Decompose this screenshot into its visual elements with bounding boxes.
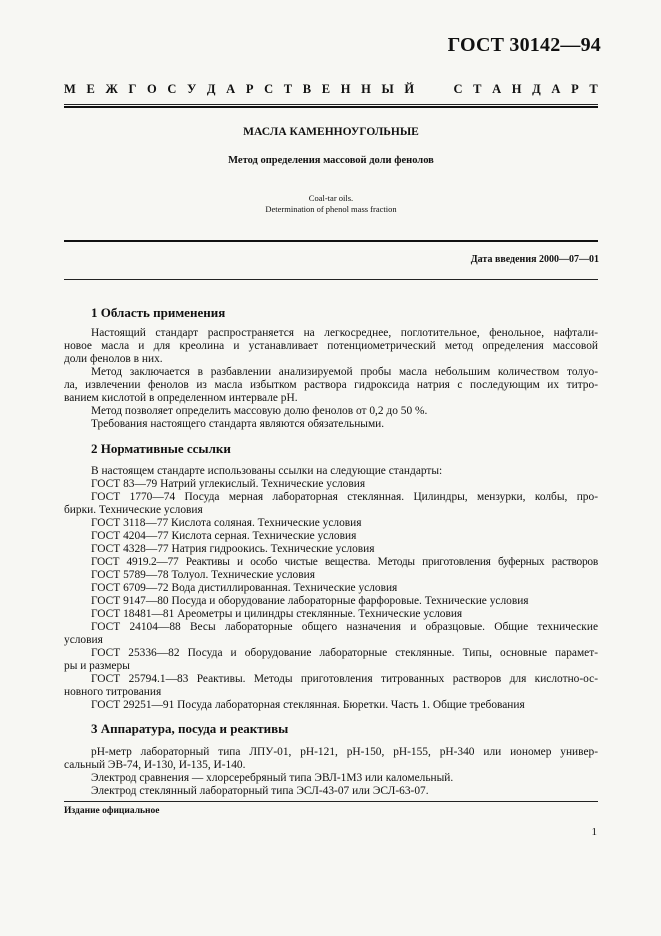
section1-line: доли фенолов в них.	[64, 353, 163, 365]
section1-line: новое масла и для креолина и устанавливает потенциометрический метод определения массовой	[64, 340, 598, 352]
banner-letter: Т	[283, 82, 293, 96]
section3-line: сальный ЭВ-74, И-130, И-135, И-140.	[64, 759, 246, 771]
header-rule-thin	[64, 104, 598, 105]
banner-letter: А	[226, 82, 236, 96]
banner-letter: Е	[86, 82, 95, 96]
document-title: МАСЛА КАМЕННОУГОЛЬНЫЕ	[243, 126, 419, 138]
section1-line: ла, извлечении фенолов из масла избытком раствора гидроксида натрия с последующим их титро-	[64, 379, 598, 391]
banner-letter: Т	[589, 82, 598, 96]
banner-letter: А	[492, 82, 502, 96]
banner-letter: Д	[532, 82, 541, 96]
section3-heading: 3 Аппаратура, посуда и реактивы	[91, 721, 289, 736]
banner-letter: Н	[361, 82, 371, 96]
section2-line: новного титрования	[64, 686, 162, 698]
footer-rule	[64, 801, 598, 802]
section2-line: ГОСТ 9147—80 Посуда и оборудование лабораторные фарфоровые. Технические условия	[91, 595, 529, 607]
introduction-date: Дата введения 2000—07—01	[470, 254, 599, 265]
banner-letter: Ы	[381, 82, 394, 96]
page-number: 1	[591, 826, 597, 838]
banner-letter: О	[147, 82, 157, 96]
english-title-line1: Coal-tar oils.	[308, 193, 354, 203]
section1-heading: 1 Область применения	[91, 305, 226, 320]
section2-line: ГОСТ 18481—81 Ареометры и цилиндры стеклянные. Технические условия	[91, 608, 463, 620]
section2-line: ГОСТ 25794.1—83 Реактивы. Методы приготовления титрованных растворов для кислотно-ос-	[91, 673, 598, 685]
title-rule	[64, 240, 598, 242]
banner-letter: А	[551, 82, 561, 96]
banner-letter: Р	[571, 82, 579, 96]
banner-letter: У	[187, 82, 197, 96]
banner-letter: Й	[404, 82, 415, 96]
section3-line: pH-метр лабораторный типа ЛПУ-01, pH-121, pH-150, pH-155, pH-340 или иономер универ-	[91, 746, 598, 758]
section2-line: ГОСТ 6709—72 Вода дистиллированная. Технические условия	[91, 582, 398, 594]
section2-line: ГОСТ 5789—78 Толуол. Технические условия	[91, 569, 315, 581]
section2-line: ГОСТ 4328—77 Натрия гидроокись. Технические условия	[91, 543, 375, 555]
section2-line: В настоящем стандарте использованы ссылки на следующие стандарты:	[91, 465, 443, 477]
section1-line: Метод заключается в разбавлении анализируемой пробы масла небольшим количеством толуо-	[91, 366, 598, 378]
banner-word-gap	[425, 82, 443, 97]
section1-line: ванием кислотой в определенном интервале pH.	[64, 392, 298, 404]
banner-letter: Ж	[105, 82, 118, 96]
section2-line: ГОСТ 4919.2—77 Реактивы и особо чистые вещества. Методы приготовления буферных растворов	[91, 556, 598, 568]
banner-letter: Р	[245, 82, 254, 96]
banner-letter: Г	[128, 82, 137, 96]
section1-line: Настоящий стандарт распространяется на легкосреднее, поглотительное, фенольное, нафтали-	[91, 327, 598, 339]
section2-line: ГОСТ 25336—82 Посуда и оборудование лабораторные стеклянные. Типы, основные парамет-	[91, 647, 598, 659]
banner-letter: С	[167, 82, 177, 96]
section2-line: ГОСТ 24104—88 Весы лабораторные общего назначения и образцовые. Общие технические	[91, 621, 598, 633]
section3-line: Электрод стеклянный лабораторный типа ЭСЛ-43-07 или ЭСЛ-63-07.	[91, 785, 429, 797]
section1-line: Метод позволяет определить массовую долю фенолов от 0,2 до 50 %.	[91, 405, 428, 417]
section2-heading: 2 Нормативные ссылки	[91, 441, 231, 456]
date-rule	[64, 279, 598, 280]
banner-letter: Н	[511, 82, 522, 96]
section2-line: ры и размеры	[64, 660, 130, 672]
section2-line: ГОСТ 1770—74 Посуда мерная лабораторная стеклянная. Цилиндры, мензурки, колбы, про-	[91, 491, 598, 503]
header-rule-thick	[64, 106, 598, 108]
banner-letter: М	[64, 82, 76, 96]
banner-letter: В	[302, 82, 312, 96]
section1-line: Требования настоящего стандарта являются обязательными.	[91, 418, 385, 430]
banner-letter: Т	[473, 82, 482, 96]
document-subtitle: Метод определения массовой доли фенолов	[228, 155, 434, 166]
banner-letter: С	[453, 82, 463, 96]
section2-line: ГОСТ 4204—77 Кислота серная. Технические условия	[91, 530, 357, 542]
banner-letter: С	[264, 82, 274, 96]
section2-line: ГОСТ 83—79 Натрий углекислый. Технические условия	[91, 478, 366, 490]
section2-line: ГОСТ 3118—77 Кислота соляная. Технические условия	[91, 517, 362, 529]
banner-letter: Д	[206, 82, 216, 96]
section2-line: условия	[64, 634, 103, 646]
section2-line: бирки. Технические условия	[64, 504, 203, 516]
english-title-line2: Determination of phenol mass fraction	[265, 204, 397, 214]
standard-number: ГОСТ 30142—94	[447, 34, 601, 56]
interstate-standard-banner	[64, 82, 598, 97]
section3-line: Электрод сравнения — хлорсеребряный типа ЭВЛ-1М3 или каломельный.	[91, 772, 454, 784]
banner-letter: Н	[340, 82, 351, 96]
banner-letter: Е	[321, 82, 331, 96]
official-edition-label: Издание официальное	[64, 806, 160, 816]
section2-line: ГОСТ 29251—91 Посуда лабораторная стеклянная. Бюретки. Часть 1. Общие требования	[91, 699, 525, 711]
